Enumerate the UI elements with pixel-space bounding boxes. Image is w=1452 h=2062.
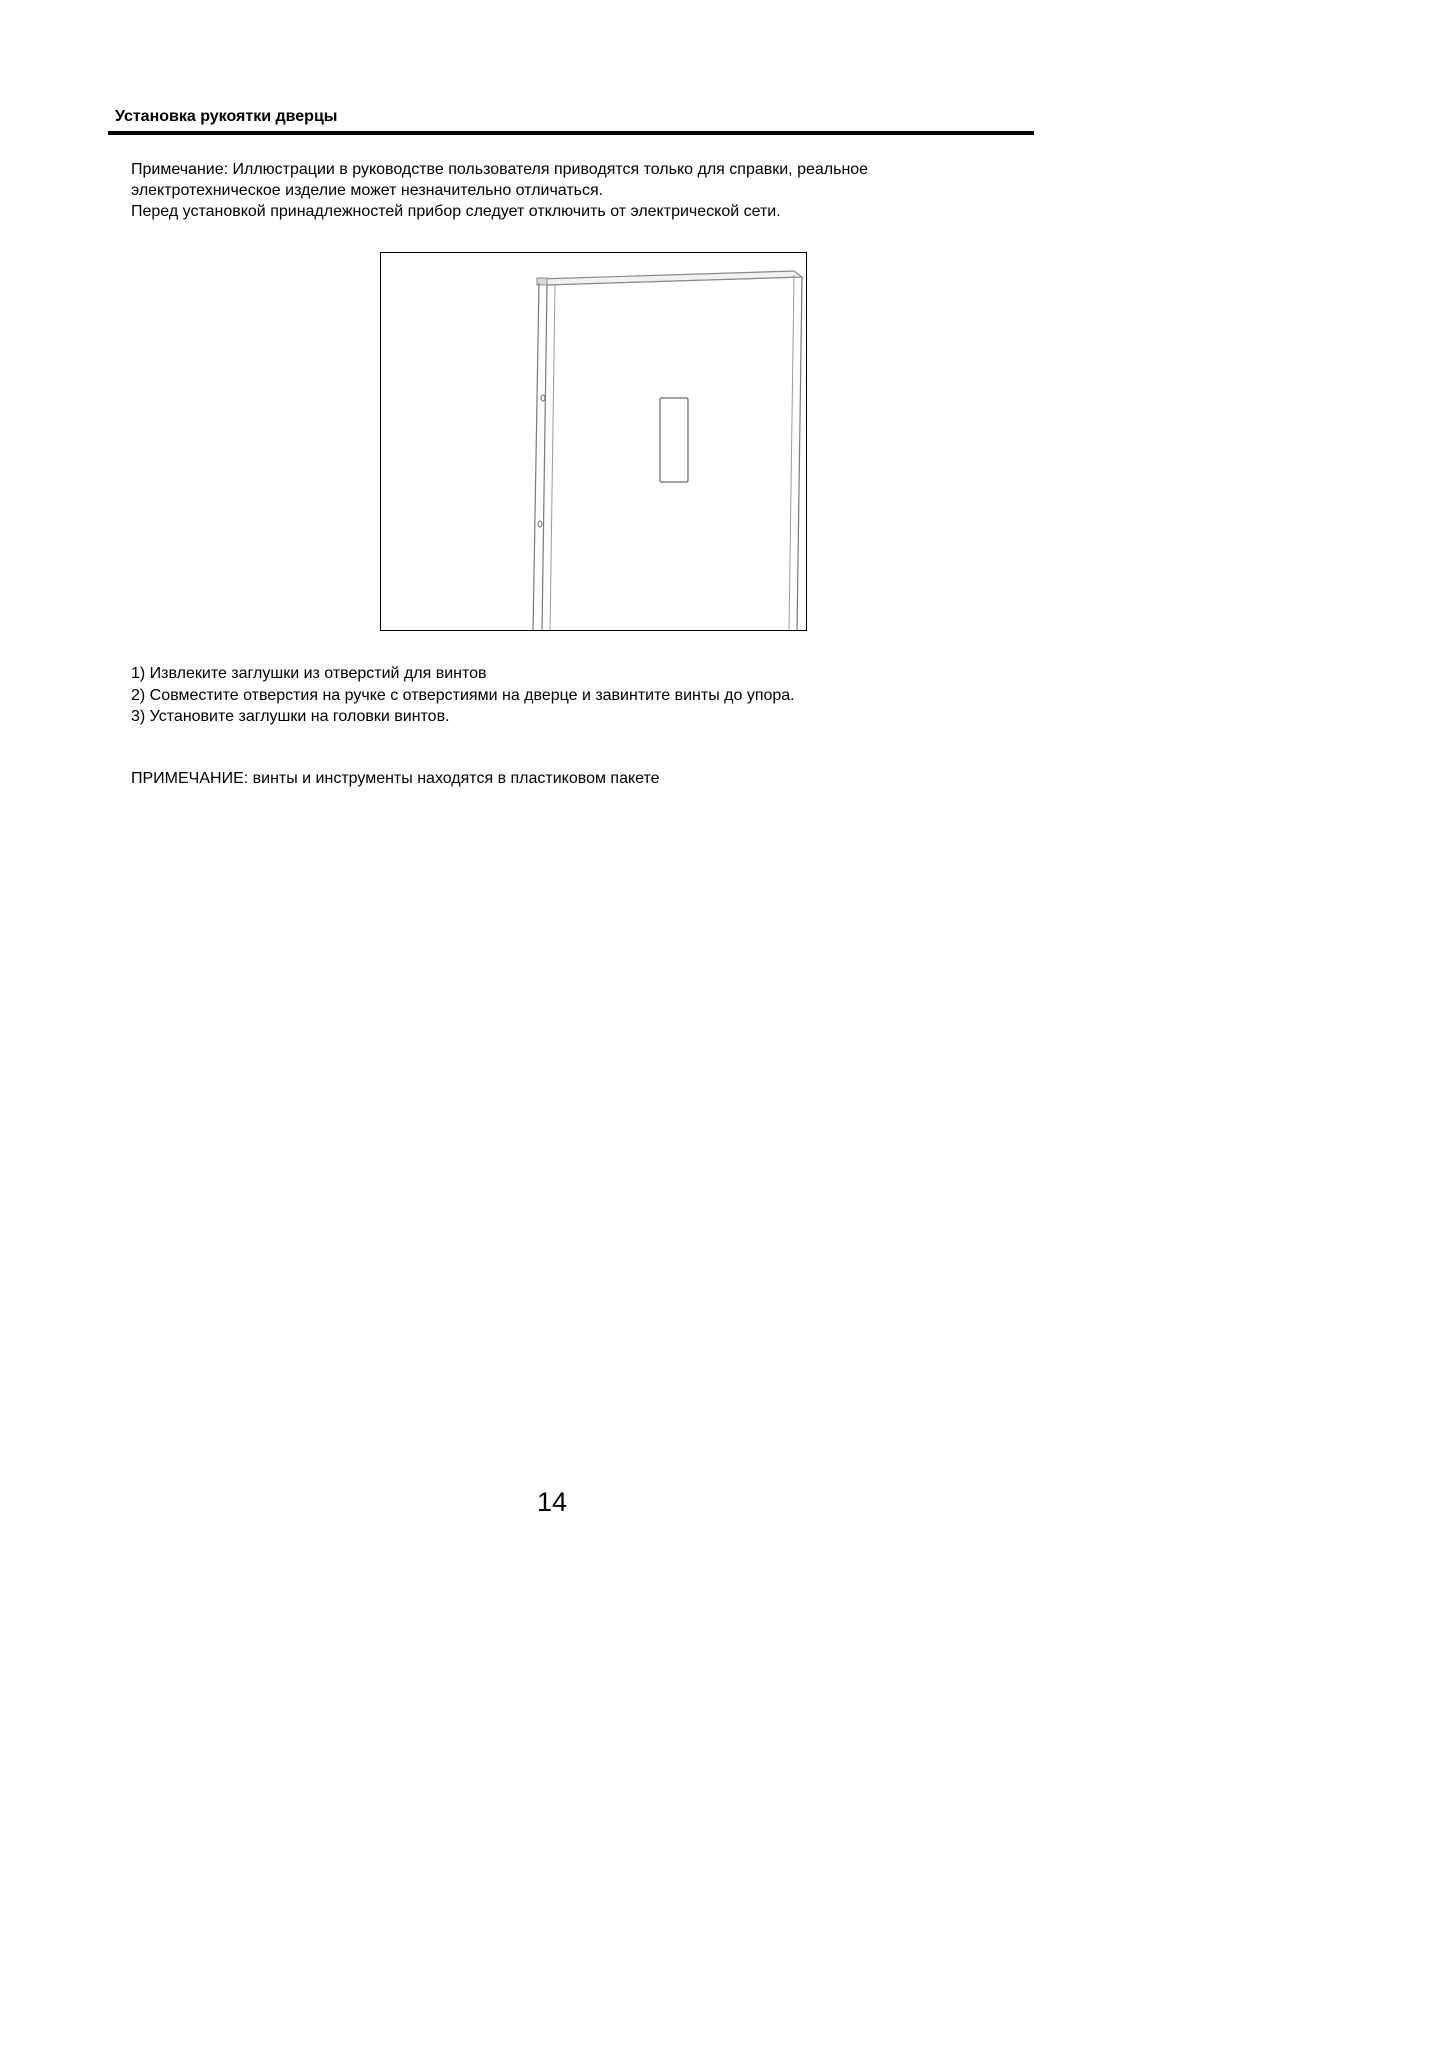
note-line-3: Перед установкой принадлежностей прибор следует отключить от электрической сети.: [131, 203, 781, 220]
step-1: 1) Извлеките заглушки из отверстий для винтов: [131, 665, 487, 682]
screw-hole-upper: [541, 395, 545, 401]
screw-hole-lower: [538, 521, 542, 527]
door-left-edge-mid: [542, 285, 547, 631]
title-divider: [108, 131, 1034, 135]
page-number: 14: [536, 1487, 568, 1517]
door-left-edge-outer: [533, 283, 539, 631]
instruction-steps: [131, 663, 795, 728]
note-line-2: электротехническое изделие может незначительно отличаться.: [131, 182, 604, 199]
footer-note: ПРИМЕЧАНИЕ: винты и инструменты находятся в пластиковом пакете: [131, 770, 660, 787]
section-title: Установка рукоятки дверцы: [115, 108, 338, 125]
door-right-edge-outer: [797, 277, 802, 631]
door-drawing: [381, 253, 807, 631]
note-line-1: Примечание: Иллюстрации в руководстве пользователя приводятся только для справки, реальное: [131, 161, 869, 178]
step-2: 2) Совместите отверстия на ручке с отверстиями на дверце и завинтите винты до упора.: [131, 686, 795, 704]
door-right-edge-inner: [789, 275, 794, 631]
door-display-panel: [660, 398, 688, 482]
note-block: [131, 159, 1011, 222]
step-3: 3) Установите заглушки на головки винтов.: [131, 708, 450, 725]
door-illustration: [380, 252, 807, 631]
door-left-edge-inner: [550, 285, 555, 631]
